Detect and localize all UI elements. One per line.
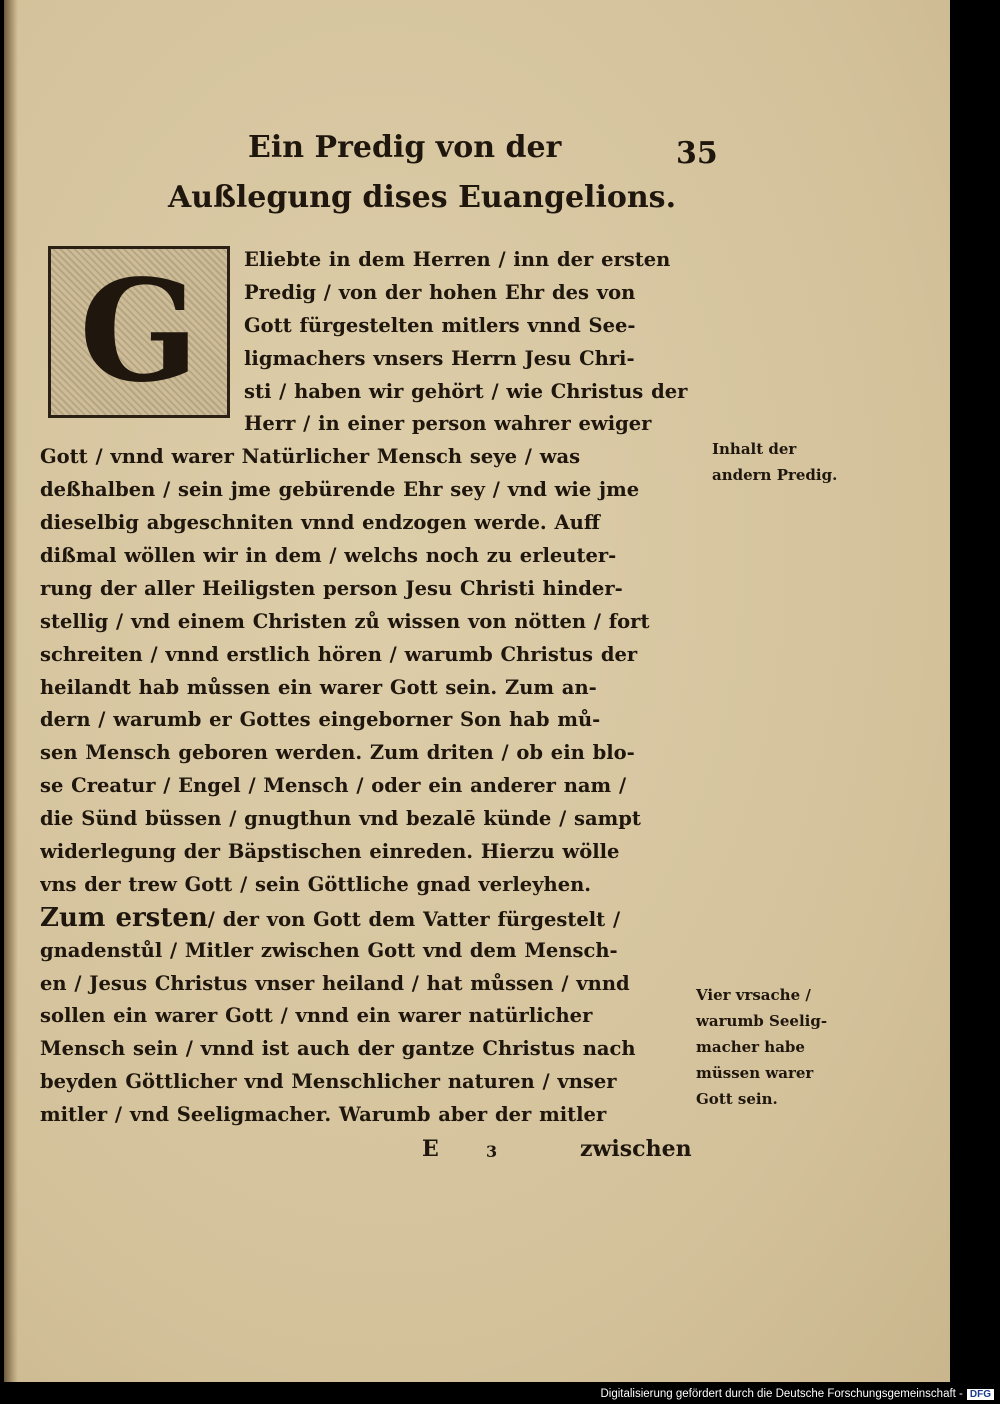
text-line: Herr / in einer person wahrer ewiger — [244, 412, 652, 436]
text-line: schreiten / vnnd erstlich hören / warumb Christus der — [40, 642, 638, 666]
text-line: stellig / vnd einem Christen zů wissen von nötten / fort — [40, 609, 650, 633]
body-text — [40, 244, 706, 1132]
text-line: Mensch sein / vnnd ist auch der gantze Christus nach — [40, 1037, 636, 1061]
funding-footer — [600, 1388, 994, 1400]
text-line: dieselbig abgeschniten vnnd endzogen werde. Auff — [40, 511, 600, 535]
marginal-line: müssen warer — [696, 1064, 814, 1082]
initial-letter: G — [51, 249, 227, 415]
text-line: dißmal wöllen wir in dem / welchs noch zu erleuter- — [40, 544, 617, 568]
text-line: beyden Göttlicher vnd Menschlicher naturen / vnser — [40, 1070, 617, 1094]
text-line-rest: / der von Gott dem Vatter fürgestelt / — [207, 907, 621, 931]
text-line: sen Mensch geboren werden. Zum driten / ob ein blo- — [40, 741, 635, 765]
text-line: deßhalben / sein jme gebürende Ehr sey / vnd wie jme — [40, 478, 640, 502]
marginal-line: Inhalt der — [712, 440, 797, 458]
footer-text: Digitalisierung gefördert durch die Deutsche Forschungsgemeinschaft - — [600, 1388, 963, 1400]
dfg-logo: DFG — [967, 1389, 994, 1400]
title-line-1: Ein Predig von der — [248, 130, 562, 165]
marginal-line: andern Predig. — [712, 466, 838, 484]
text-line: se Creatur / Engel / Mensch / oder ein anderer nam / — [40, 774, 627, 798]
text-line: widerlegung der Bäpstischen einreden. Hierzu wölle — [40, 840, 620, 864]
marginal-line: Gott sein. — [696, 1090, 778, 1108]
page-number: 35 — [676, 136, 718, 171]
text-line: en / Jesus Christus vnser heiland / hat můssen / vnnd — [40, 971, 630, 995]
text-line: sti / haben wir gehört / wie Christus der — [244, 379, 688, 403]
text-line: Predig / von der hohen Ehr des von — [244, 280, 636, 304]
catchword: zwischen — [580, 1136, 692, 1162]
marginal-line: Vier vrsache / — [696, 986, 811, 1004]
text-line: heilandt hab můssen ein warer Gott sein. Zum an- — [40, 675, 597, 699]
text-line: Gott fürgestelten mitlers vnnd See- — [244, 313, 636, 337]
text-line: die Sünd büssen / gnugthun vnd bezalē künde / sampt — [40, 807, 641, 831]
text-line: sollen ein warer Gott / vnnd ein warer natürlicher — [40, 1004, 593, 1028]
marginal-line: macher habe — [696, 1038, 805, 1056]
marginal-line: warumb Seelig- — [696, 1012, 828, 1030]
page-gutter — [4, 0, 18, 1382]
marginal-note-2 — [696, 982, 856, 1112]
text-line: mitler / vnd Seeligmacher. Warumb aber der mitler — [40, 1103, 607, 1127]
lead-words: Zum ersten — [40, 902, 208, 933]
text-line: Gott / vnnd warer Natürlicher Mensch seye / was — [40, 445, 581, 469]
signature-mark: E — [422, 1136, 439, 1162]
text-line: rung der aller Heiligsten person Jesu Christi hinder- — [40, 576, 623, 600]
text-line — [40, 902, 706, 935]
text-line: vns der trew Gott / sein Göttliche gnad verleyhen. — [40, 872, 592, 896]
text-line: dern / warumb er Gottes eingeborner Son hab mů- — [40, 708, 601, 732]
marginal-note-1 — [712, 436, 882, 488]
title-line-2: Außlegung dises Euangelions. — [168, 180, 677, 215]
text-line: Eliebte in dem Herren / inn der ersten — [244, 248, 671, 271]
signature-number: 3 — [486, 1142, 498, 1161]
text-line: ligmachers vnsers Herrn Jesu Chri- — [244, 346, 635, 370]
text-line: gnadenstůl / Mitler zwischen Gott vnd dem Mensch- — [40, 938, 618, 962]
